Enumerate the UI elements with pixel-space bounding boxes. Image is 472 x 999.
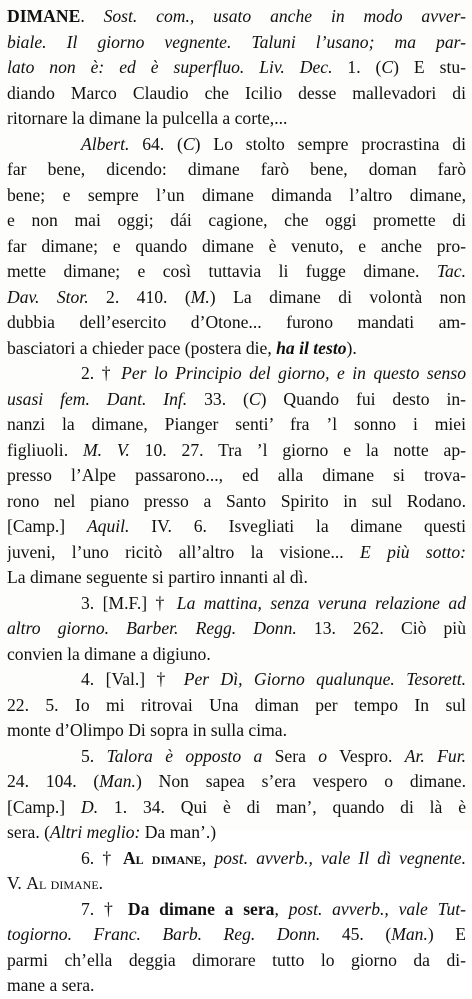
text-segment: nanzi la dimane, Pianger senti’ fra ’l sonno i miei [7,414,466,434]
text-line [7,897,466,923]
text-line [7,55,466,81]
text-segment: C [182,133,195,154]
dictionary-entry-dimane [7,4,466,999]
text-segment: mane a sera. [7,975,95,995]
text-segment: C [248,388,261,409]
text-segment: lato non è: ed è superfluo. Liv. Dec. [7,57,333,77]
text-segment: [Camp.] [7,516,87,536]
text-line [7,157,466,183]
text-segment: far dimane; e quando dimane è venuto, e anche pro- [7,235,466,256]
text-segment: M. V. [82,439,130,460]
text-segment: togiorno. Franc. Barb. Reg. Donn. [7,924,321,944]
text-segment: 2. 410. ( [88,286,191,307]
text-line [7,769,466,795]
text-segment: convien la dimane a digiuno. [7,643,211,664]
text-segment: V. [7,873,27,893]
text-segment: mette dimane; e così tuttavia li fugge dimane. [7,261,437,281]
text-line [7,565,466,591]
text-line [7,336,466,362]
text-line [7,106,466,132]
text-segment: Ar. Fur. [404,745,466,766]
text-segment: post. avverb., vale Il dì vegnente. [214,847,466,868]
text-segment: DIMANE [7,6,81,26]
text-segment: Talora è opposto a [106,745,263,766]
text-segment: ) Quando fui desto in- [260,388,466,409]
text-segment: , [274,898,289,919]
text-segment: 33. ( [187,388,249,409]
text-segment: 45. ( [320,924,392,944]
text-segment: sera. ( [7,822,50,842]
text-segment: Man. [391,924,428,944]
text-segment: . [98,873,104,893]
text-line [7,744,466,770]
text-segment: [Camp.] [7,796,81,817]
text-segment: 7. † [81,898,128,919]
text-line [7,616,466,642]
text-line [7,820,466,846]
text-segment: 24. 104. ( [7,771,100,791]
text-segment: Aquil. [86,516,130,536]
text-segment: usasi fem. Dant. Inf. [7,388,188,409]
text-segment: ) Lo stolto sempre procrastina di [194,133,466,154]
text-line [7,540,466,566]
text-line [7,412,466,438]
text-segment: La dimane seguente si partiro innanti al dì. [7,567,308,587]
text-segment: 3. [M.F.] † [81,592,177,613]
text-segment: post. avverb., vale Tut- [288,898,466,919]
text-segment: 2. † [81,363,122,383]
text-line [7,81,466,107]
text-segment: Al dimane [122,847,202,868]
text-segment: ) La dimane di volontà non [209,286,466,307]
text-line [7,922,466,948]
text-segment: Per Dì, Giorno qualunque. Tesorett. [183,669,466,689]
text-line [7,973,466,999]
text-line [7,438,466,464]
text-segment: 10. 27. Tra ’l giorno e la notte ap- [129,439,466,460]
text-segment: M. [190,286,210,307]
text-segment: ha il testo [276,337,347,358]
text-segment: Da man’.) [140,822,217,842]
text-segment: IV. 6. Isvegliati la dimane questi [129,516,466,536]
text-line [7,4,466,30]
text-segment: 1. 34. Qui è di man’, quando di là è [98,796,466,817]
text-segment: diando Marco Claudio che Icilio desse mallevadori di [7,82,466,103]
text-segment: parmi ch’ella deggia dimorare tutto lo giorno da di- [7,949,466,970]
text-segment: ritornare la dimane la pulcella a corte,... [7,108,288,128]
text-segment: C [381,57,394,77]
text-segment: 13. 262. Ciò più [296,618,466,638]
text-line [7,667,466,693]
text-line [7,871,466,897]
text-segment: 64. ( [129,133,183,154]
text-segment: Sera [262,745,319,766]
text-segment: Per lo Principio del giorno, e in questo senso [121,363,466,383]
text-segment: rono nel piano presso a Santo Spirito in sul Rodano. [7,490,466,511]
text-segment: ). [346,337,357,358]
text-segment: Dav. Stor. [7,286,89,307]
text-line [7,387,466,413]
text-line [7,361,466,387]
text-segment: Da dimane a sera [127,898,275,919]
text-segment: 6. † [81,847,123,868]
text-line [7,642,466,668]
text-line [7,259,466,285]
text-segment: ) E stu- [393,57,466,77]
text-line [7,132,466,158]
text-segment: Man. [99,771,136,791]
text-segment: bene; e sempre l’un dimane dimanda l’altro dimane, [7,184,466,205]
text-segment: D. [80,796,99,817]
text-line [7,948,466,974]
text-line [7,183,466,209]
text-segment: 22. 5. Io mi ritrovai Una diman per tempo In sul [7,694,466,715]
text-segment: basciatori a chieder pace (postera die, [7,337,277,358]
text-segment: La mattina, senza veruna relazione ad [176,592,466,613]
text-segment: altro giorno. Barber. Regg. Donn. [7,618,297,638]
text-segment: Al dimane [26,873,99,893]
text-line [7,208,466,234]
text-line [7,489,466,515]
text-segment: E più sotto: [360,541,466,562]
text-segment: 1. ( [332,57,382,77]
text-line [7,310,466,336]
text-segment: 5. [81,745,107,766]
text-line [7,591,466,617]
text-segment: monte d’Olimpo Di sopra in sulla cima. [7,720,287,740]
text-line [7,30,466,56]
text-segment: presso l’Alpe passarono..., ed alla dimane si trova- [7,465,466,485]
text-segment: figliuoli. [7,439,83,460]
text-segment: , [201,847,215,868]
text-segment: Sost. com., usato anche in modo avver- [103,6,466,26]
text-segment: juveni, l’uno ricitò all’altro la visione... [7,541,361,562]
text-segment: Albert. [81,133,130,154]
text-segment: 4. [Val.] † [81,669,184,689]
text-line [7,514,466,540]
text-line [7,234,466,260]
text-line [7,463,466,489]
text-segment: ) E [427,924,466,944]
text-segment: far bene, dicendo: dimane farò bene, doman farò [7,159,466,179]
text-segment: ) Non sapea s’era vespero o dimane. [135,771,466,791]
text-segment: Tac. [436,261,466,281]
text-segment: Altri meglio: [49,822,141,842]
text-segment: o [318,745,328,766]
text-line [7,846,466,872]
text-line [7,718,466,744]
text-segment: biale. Il giorno vegnente. Taluni l’usano; ma par- [7,31,466,52]
text-line [7,693,466,719]
text-segment: e non mai oggi; dái cagione, che oggi promette di [7,210,466,230]
text-segment: Vespro. [327,745,405,766]
text-line [7,795,466,821]
text-segment: . [80,6,104,26]
text-line [7,285,466,311]
text-segment: dubbia dell’esercito d’Otone... furono mandati am- [7,312,466,332]
